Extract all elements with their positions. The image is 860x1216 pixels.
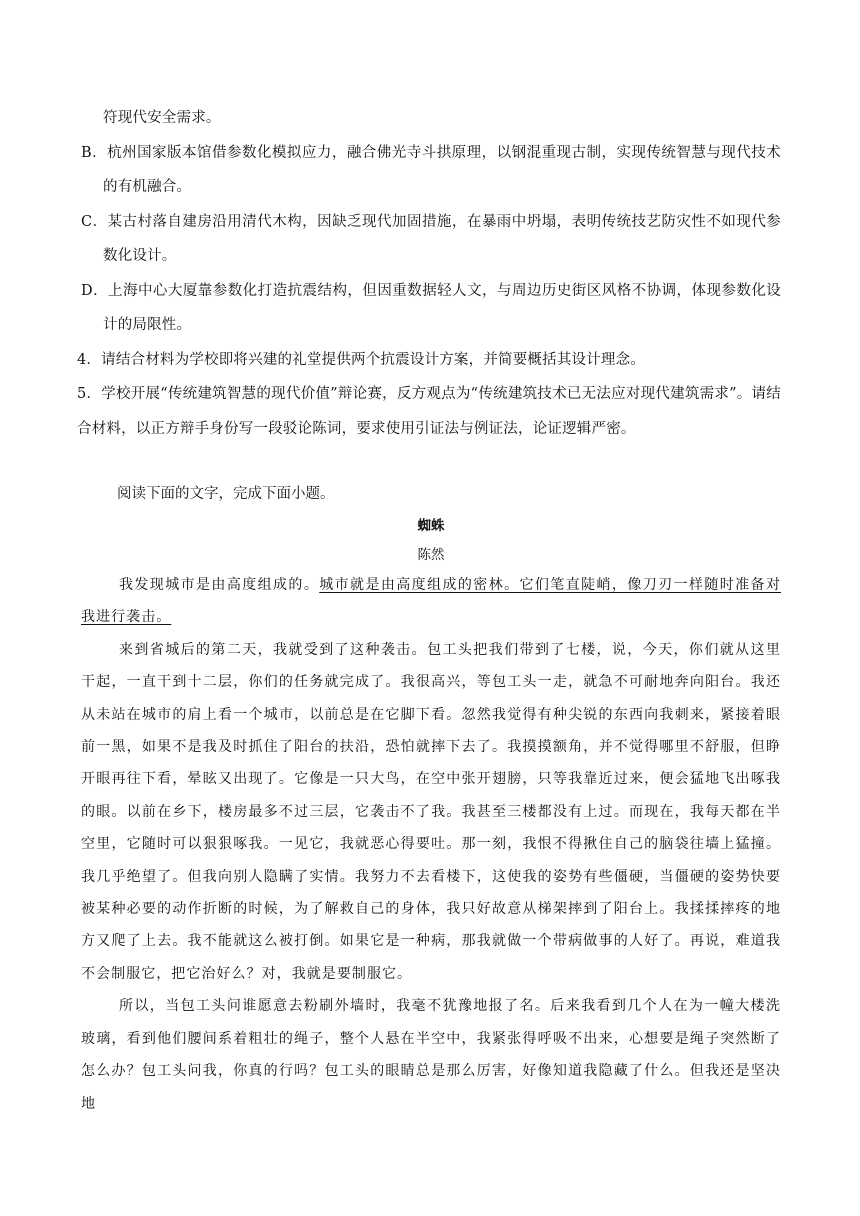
option-c: C．某古村落自建房沿用清代木构，因缺乏现代加固措施，在暴雨中坍塌，表明传统技艺防灾性不如现代参数化设计。 xyxy=(81,213,781,264)
story-body xyxy=(81,569,781,1120)
story-title: 蜘蛛 xyxy=(417,518,445,534)
option-d: D．上海中心大厦靠参数化打造抗震结构，但因重数据轻人文，与周边历史街区风格不协调，体现参数化设计的局限性。 xyxy=(81,282,781,333)
story-author: 陈然 xyxy=(417,547,445,563)
reading-instruction: 阅读下面的文字，完成下面小题。 xyxy=(117,486,335,502)
question-4: 4．请结合材料为学校即将兴建的礼堂提供两个抗震设计方案，并简要概括其设计理念。 xyxy=(77,351,646,368)
option-a-continuation: 符现代安全需求。 xyxy=(103,110,221,126)
question-section xyxy=(77,101,781,446)
story-paragraph-2: 来到省城后的第二天，我就受到了这种袭击。包工头把我们带到了七楼，说，今天，你们就从这里干起，一直干到十二层，你们的任务就完成了。我很高兴，等包工头一走，就急不可耐地奔向阳台。我还从未站在城市的肩上看一个城市，以前总是在它脚下看。忽然我觉得有种尖锐的东西向我刺来，紧接着眼前一黑，如果不是我及时抓住了阳台的扶沿，恐怕就摔下去了。我摸摸额角，并不觉得哪里不舒服，但睁开眼再往下看，晕眩又出现了。它像是一只大鸟，在空中张开翅膀，只等我靠近过来，便会猛地飞出啄我的眼。以前在乡下，楼房最多不过三层，它袭击不了我。我甚至三楼都没有上过。而现在，我每天都在半空里，它随时可以狠狠啄我。一见它，我就恶心得要吐。那一刻，我恨不得揪住自己的脑袋往墙上猛撞。我几乎绝望了。但我向别人隐瞒了实情。我努力不去看楼下，这使我的姿势有些僵硬，当僵硬的姿势快要被某种必要的动作折断的时候，为了解救自己的身体，我只好故意从梯架摔到了阳台上。我揉揉摔疼的地方又爬了上去。我不能就这么被打倒。如果它是一种病，那我就做一个带病做事的人好了。再说，难道我不会制服它，把它治好么？对，我就是要制服它。 xyxy=(81,641,781,982)
underlined-sentence: 城市就是由高度组成的密林。它们笔直陡峭，像刀刃一样随时准备对我进行袭击。 xyxy=(81,577,781,626)
reading-section xyxy=(81,477,781,1120)
question-5: 5．学校开展“传统建筑智慧的现代价值”辩论赛，反方观点为“传统建筑技术已无法应对现代建筑需求”。请结合材料，以正方辩手身份写一段驳论陈词，要求使用引证法与例证法，论证逻辑严密。 xyxy=(77,386,781,437)
paragraph-1-text: 我发现城市是由高度组成的。 xyxy=(119,577,320,593)
story-paragraph-3: 所以，当包工头问谁愿意去粉刷外墙时，我毫不犹豫地报了名。后来我看到几个人在为一幢大楼洗玻璃，看到他们腰间系着粗壮的绳子，整个人悬在半空中，我紧张得呼吸不出来，心想要是绳子突然断了怎么办？包工头问我，你真的行吗？包工头的眼睛总是那么厉害，好像知道我隐藏了什么。但我还是坚决地 xyxy=(81,998,781,1112)
story-paragraph-1 xyxy=(81,569,781,634)
option-b: B．杭州国家版本馆借参数化模拟应力，融合佛光寺斗拱原理，以钢混重现古制，实现传统智慧与现代技术的有机融合。 xyxy=(81,144,781,195)
